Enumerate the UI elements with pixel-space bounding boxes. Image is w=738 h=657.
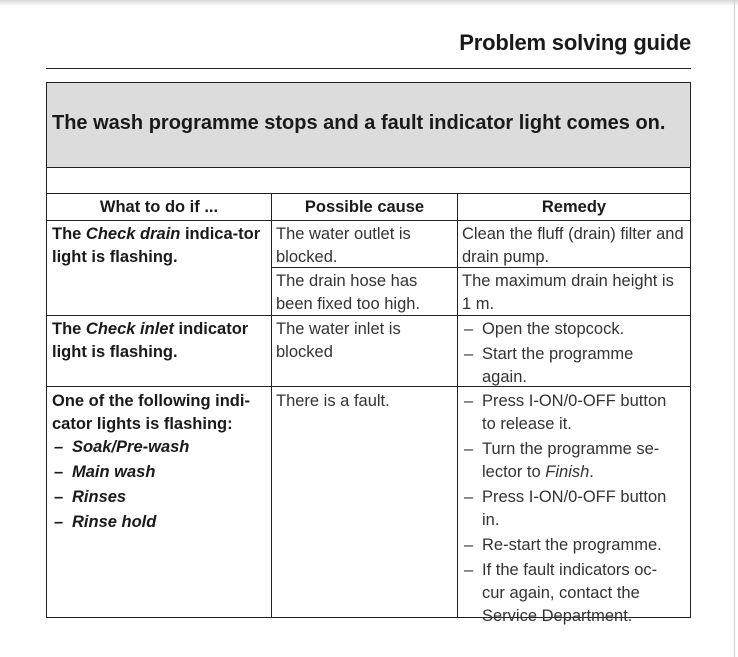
indicator-name: Check drain — [85, 225, 181, 243]
column-header-what-to-do: What to do if ... — [99, 198, 219, 216]
condition-text: The — [52, 320, 86, 338]
divider — [47, 220, 690, 221]
remedy-text: . — [589, 463, 594, 481]
page-title: Problem solving guide — [459, 30, 691, 55]
selector-position: Finish — [545, 463, 590, 481]
condition-text: The — [52, 225, 86, 243]
remedy-drain-height: The maximum drain height is 1 m. — [462, 272, 674, 313]
problem-table — [46, 82, 691, 625]
remedy-item — [462, 438, 680, 484]
column-divider — [271, 193, 272, 617]
remedy-text: Turn the programme se-lector to — [482, 440, 660, 481]
condition-check-drain — [52, 223, 264, 269]
condition-check-inlet — [52, 318, 266, 364]
indicator-soak-prewash: – Soak/Pre-wash — [52, 436, 266, 459]
remedy-item: – Press I-ON/0-OFF button to release it. — [462, 390, 680, 436]
condition-text: indica-tor light is flashing. — [52, 225, 261, 266]
cause-hose-too-high: The drain hose has been fixed too high. — [276, 272, 421, 313]
remedy-item: – If the fault indicators oc-cur again, contact the Service Department. — [462, 559, 680, 628]
column-header-remedy: Remedy — [541, 198, 607, 216]
remedy-item: – Re-start the programme. — [462, 534, 680, 557]
condition-text: indicator light is flashing. — [52, 320, 249, 361]
divider — [47, 167, 690, 168]
remedy-clean-filter: Clean the fluff (drain) filter and drain pump. — [462, 225, 684, 266]
cause-fault: There is a fault. — [276, 392, 390, 410]
remedy-item: – Press I-ON/0-OFF button in. — [462, 486, 680, 532]
table-heading-banner — [47, 83, 690, 167]
top-shadow — [0, 0, 738, 6]
title-rule — [46, 68, 691, 69]
condition-fault-lights — [52, 390, 266, 536]
column-divider — [457, 193, 458, 617]
indicator-main-wash: – Main wash — [52, 461, 266, 484]
indicator-name: Check inlet — [85, 320, 174, 338]
remedy-list-fault — [462, 390, 680, 630]
condition-text: One of the following indi-cator lights is flashing: — [52, 392, 250, 433]
cause-inlet-blocked: The water inlet is blocked — [276, 320, 401, 361]
column-header-cause: Possible cause — [304, 198, 425, 216]
cause-outlet-blocked: The water outlet is blocked. — [276, 225, 411, 266]
remedy-item: – Start the programme again. — [462, 343, 667, 389]
remedy-item: – Open the stopcock. — [462, 318, 667, 341]
divider — [47, 193, 690, 194]
page-edge — [734, 0, 735, 657]
indicator-rinses: – Rinses — [52, 486, 266, 509]
remedy-list-inlet — [462, 318, 667, 391]
indicator-rinse-hold: – Rinse hold — [52, 511, 266, 534]
table-heading: The wash programme stops and a fault indicator light comes on. — [52, 112, 666, 134]
